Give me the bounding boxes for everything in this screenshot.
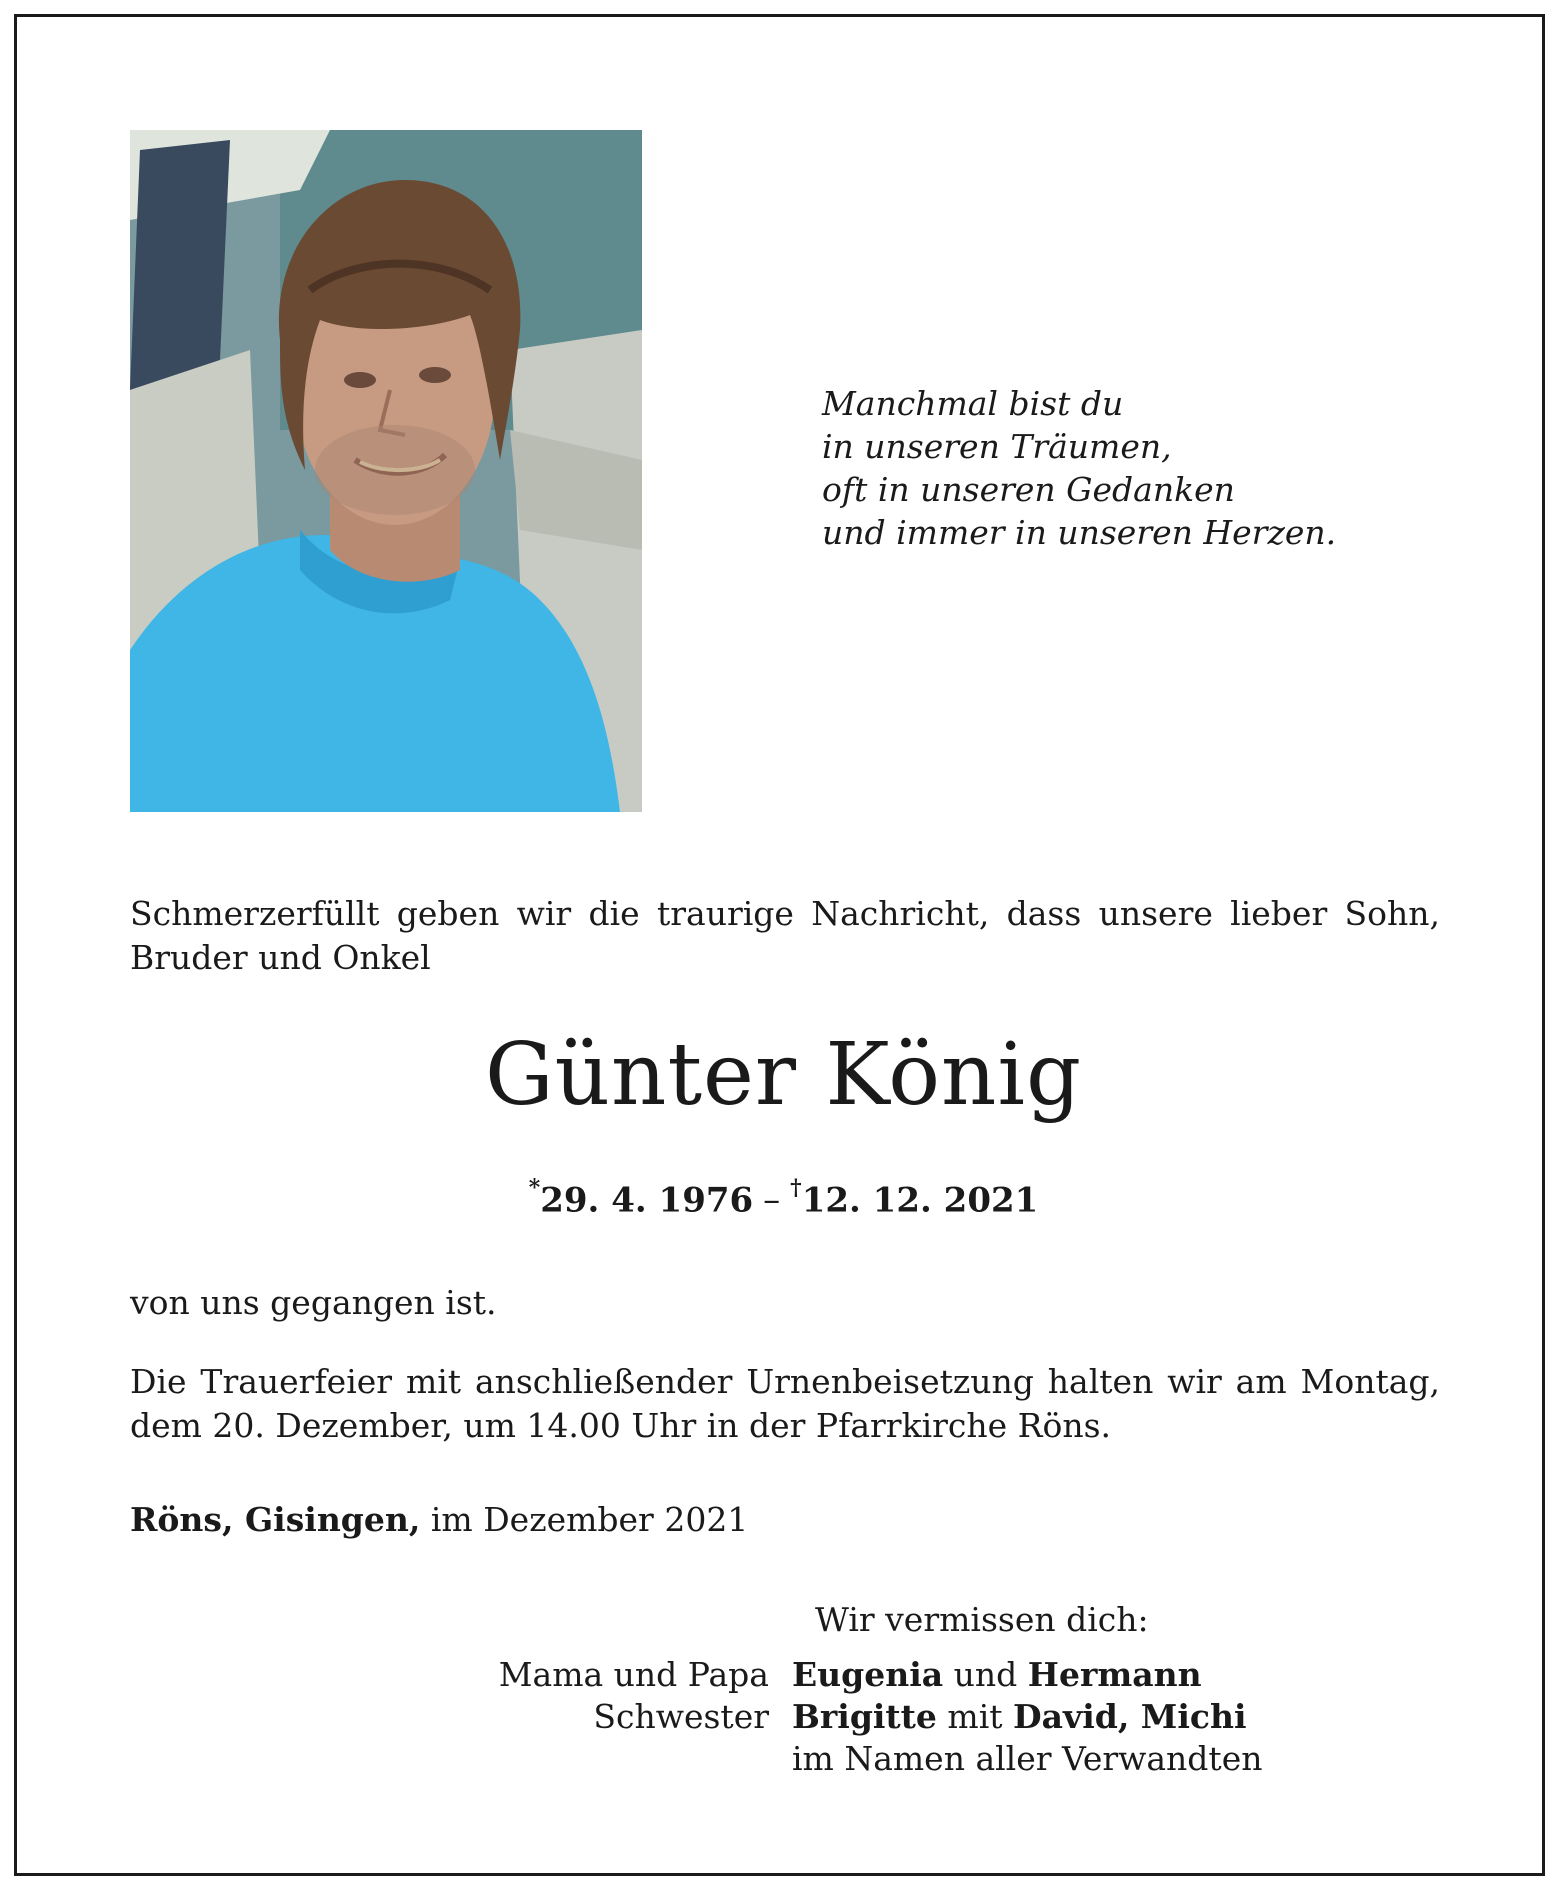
portrait-illustration [130, 130, 642, 812]
mourner-row [300, 1696, 1262, 1738]
ceremony-line: dem 20. Dezember, um 14.00 Uhr in der Pfarrkirche Röns. [130, 1406, 1112, 1445]
mourner-joiner: mit [947, 1697, 1003, 1736]
date-separator: – [763, 1180, 781, 1221]
life-dates [0, 1170, 1567, 1222]
poem-line: und immer in unseren Herzen. [822, 513, 1337, 552]
closing-line: von uns gegangen ist. [130, 1283, 497, 1322]
poem-line: Manchmal bist du [822, 384, 1124, 423]
mourner-name: Hermann [1027, 1655, 1202, 1694]
birth-symbol: * [528, 1175, 541, 1201]
date-text: im Dezember 2021 [430, 1500, 749, 1539]
mourner-row [300, 1654, 1262, 1696]
birth-date: 29. 4. 1976 [540, 1180, 754, 1221]
locations: Röns, Gisingen, [130, 1500, 421, 1539]
intro-line: Schmerzerfüllt geben wir die traurige Nachricht, dass unsere lieber Sohn, [130, 894, 1440, 933]
death-date: 12. 12. 2021 [801, 1180, 1039, 1221]
mourner-relation [300, 1738, 792, 1780]
death-symbol: † [790, 1175, 802, 1201]
mourner-names [792, 1696, 1246, 1738]
mourner-name: Eugenia [792, 1655, 944, 1694]
announcement-intro [130, 892, 1440, 980]
intro-line: Bruder und Onkel [130, 938, 431, 977]
mourner-names [792, 1654, 1202, 1696]
portrait-photo [130, 130, 642, 812]
mourners-list [300, 1654, 1262, 1780]
mourner-name: Brigitte [792, 1697, 937, 1736]
place-and-date [130, 1498, 748, 1542]
mourner-names: im Namen aller Verwandten [792, 1739, 1263, 1778]
ceremony-line: Die Trauerfeier mit anschließender Urnenbeisetzung halten wir am Montag, [130, 1362, 1440, 1401]
mourner-joiner: und [953, 1655, 1018, 1694]
ceremony-info [130, 1360, 1440, 1448]
memorial-poem [822, 382, 1336, 554]
mourner-row [300, 1738, 1262, 1780]
poem-line: oft in unseren Gedanken [822, 470, 1235, 509]
mourner-relation: Schwester [593, 1697, 769, 1736]
deceased-name: Günter König [484, 1025, 1083, 1125]
poem-line: in unseren Träumen, [822, 427, 1172, 466]
mourners-heading: Wir vermissen dich: [815, 1600, 1149, 1639]
mourner-relation: Mama und Papa [498, 1655, 769, 1694]
mourner-name: David, Michi [1013, 1697, 1247, 1736]
